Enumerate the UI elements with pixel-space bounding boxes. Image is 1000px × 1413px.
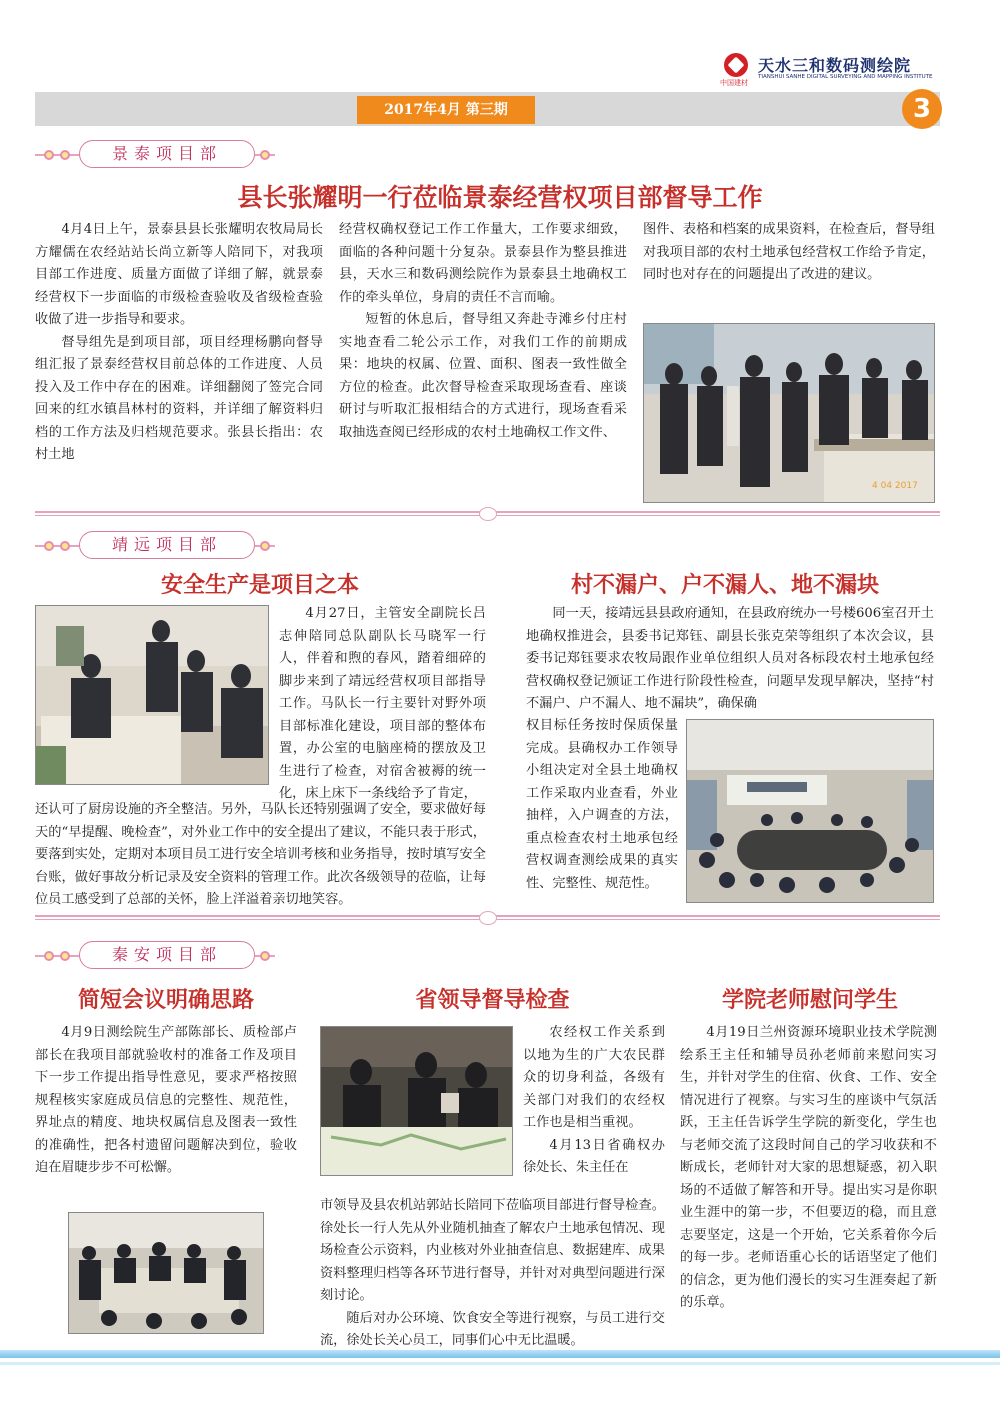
flower-icon — [57, 948, 73, 964]
paragraph: 4月27日，主管安全副院长吕志伸陪同总队副队长马晓军一行人，伴着和煦的春风，踏着细碎的脚步来到了靖远经营权项目部指导工作。马队长一行主要针对野外项目部标准化建设，项目部的整体布置，办公室的电脑座椅的摆放及卫生进行了检查，对宿舍被褥的统一化，床上床下一条线给予了肯定， — [279, 606, 486, 801]
photo-office-visit — [35, 605, 269, 785]
institute-logo-icon — [724, 53, 748, 77]
logo-caption: 中国建材 — [720, 79, 748, 87]
headline-safety: 安全生产是项目之本 — [160, 573, 359, 598]
paragraph: 经营权确权登记工作工作量大，工作要求细致，面临的各种问题十分复杂。景泰县作为整县推进县，天水三和数码测绘院作为景泰县土地确权工作的牵头单位，身肩的责任不言而喻。 — [339, 222, 627, 305]
flower-icon — [57, 538, 73, 554]
article-no-omission-side — [526, 715, 678, 895]
paragraph: 市领导及县农机站郭站长陪同下莅临项目部进行督导检查。徐处长一行人先从外业随机抽查了解农户土地承包情况、现场检查公示资料，内业核对外业抽查信息、数据建库、成果资料整理归档等各环节进行督导，并针对对典型问题进行深刻讨论。 — [320, 1198, 665, 1303]
section-label: 景泰项目部 — [79, 140, 255, 168]
article-jingtai-col3 — [643, 219, 935, 287]
flower-icon — [257, 538, 273, 554]
flower-icon — [257, 948, 273, 964]
paragraph: 还认可了厨房设施的齐全整洁。另外，马队长还特别强调了安全，要求做好每天的“早提醒、晚检查”，对外业工作中的安全提出了建议，不能只表于形式，要落到实处，定期对本项目员工进行安全培训考核和业务指导，按时填写安全台账，做好事故分析记录及安全资料的管理工作。此次各级领导的莅临，让每位员工感受到了总部的关怀，脸上洋溢着亲切地笑容。 — [35, 802, 486, 907]
section-header-qinan — [35, 941, 275, 971]
article-jingtai-col2 — [339, 219, 627, 444]
photo-map-review — [320, 1026, 513, 1176]
headline-no-omission: 村不漏户、户不漏人、地不漏块 — [570, 573, 879, 598]
article-safety-side — [279, 603, 486, 806]
footer-band — [0, 1350, 1000, 1358]
section-label: 秦安项目部 — [79, 941, 255, 969]
paragraph: 4月4日上午，景泰县县长张耀明农牧局局长方耀儒在农经站站长尚立新等人陪同下，对我项目部工作进度、质量方面做了详细了解，就景泰经营权下一步面临的市级检查验收及省级检查验收做了进一步指导和要求。 — [35, 222, 323, 327]
headline-provincial-inspection: 省领导督导检查 — [415, 988, 570, 1013]
headline-teacher-visit: 学院老师慰问学生 — [721, 988, 898, 1013]
flower-icon — [257, 147, 273, 163]
paragraph: 权目标任务按时保质保量完成。县确权办工作领导小组决定对全县土地确权工作采取内业查看，外业抽样，入户调查的方法，重点检查农村土地承包经营权调查测绘成果的真实性、完整性、规范性。 — [526, 718, 678, 891]
photo-meeting-hall — [686, 719, 934, 903]
flower-icon — [41, 538, 57, 554]
section-label: 靖远项目部 — [79, 531, 255, 559]
page-number: 3 — [902, 89, 942, 129]
flower-icon — [41, 948, 57, 964]
org-name-en: TIANSHUI SANHE DIGITAL SURVEYING AND MAPPING INSTITUTE — [758, 74, 933, 80]
article-brief-meeting — [35, 1022, 297, 1180]
photo-date-stamp: 4 04 2017 — [872, 481, 918, 491]
photo-inspection-jingtai — [643, 323, 935, 503]
section-header-jingyuan — [35, 531, 275, 561]
flower-icon — [57, 147, 73, 163]
section-header-jingtai — [35, 140, 275, 170]
section-divider — [35, 915, 940, 920]
article-teacher-visit — [680, 1022, 937, 1315]
paragraph: 4月9日测绘院生产部陈部长、质检部卢部长在我项目部就验收村的准备工作及项目下一步工作提出指导性意见，要求严格按照规程核实家庭成员信息的完整性、规范性，界址点的精度、地块权属信息及图表一致性的准确性，把各村遗留问题解决到位，验收迫在眉睫步步不可松懈。 — [35, 1025, 297, 1175]
flower-icon — [41, 147, 57, 163]
paragraph: 短暂的休息后，督导组又奔赴寺滩乡付庄村实地查看二轮公示工作，对我们工作的前期成果：地块的权属、位置、面积、图表一致性做全方位的检查。此次督导检查采取现场查看、座谈研讨与听取汇报相结合的方式进行，现场查看采取抽选查阅已经形成的农村土地确权工作文件、 — [339, 312, 627, 440]
paragraph: 图件、表格和档案的成果资料，在检查后，督导组对我项目部的农村土地承包经营权工作给予肯定，同时也对存在的问题提出了改进的建议。 — [643, 222, 935, 282]
article-provincial-full — [320, 1195, 665, 1353]
headline-jingtai: 县长张耀明一行莅临景泰经营权项目部督导工作 — [237, 183, 763, 212]
paragraph: 4月13日省确权办徐处长、朱主任在 — [523, 1137, 665, 1175]
paragraph: 随后对办公环境、饮食安全等进行视察，与员工进行交流，徐处长关心员工，同事们心中无比温暖。 — [320, 1310, 665, 1348]
article-no-omission-full — [526, 603, 934, 716]
footer-band-thin — [0, 1362, 1000, 1365]
photo-team-meeting — [68, 1212, 264, 1334]
issue-label: 2017年4月 第三期 — [357, 96, 535, 124]
article-safety-full — [35, 799, 486, 912]
headline-brief-meeting: 简短会议明确思路 — [77, 988, 254, 1013]
org-name: 天水三和数码测绘院 — [758, 56, 912, 75]
paragraph: 4月19日兰州资源环境职业技术学院测绘系王主任和辅导员孙老师前来慰问实习生，并针对学生的住宿、伙食、工作、安全情况进行了视察。与实习生的座谈中气氛活跃，王主任告诉学生学院的新变化，学生也与老师交流了这段时间自己的学习收获和不断成长，老师针对大家的思想疑惑，初入职场的不适做了解答和开导。提出实习是你职业生涯中的第一步，不但要迈的稳，而且意志要坚定，这是一个开始，它关系着你今后的每一步。老师语重心长的话语坚定了他们的信念，更为他们漫长的实习生涯奏起了新的乐章。 — [680, 1025, 937, 1310]
paragraph: 农经权工作关系到以地为生的广大农民群众的切身利益，各级有关部门对我们的农经权工作也是相当重视。 — [523, 1025, 665, 1130]
article-jingtai-col1 — [35, 219, 323, 467]
article-provincial-side — [523, 1022, 665, 1180]
section-divider — [35, 511, 940, 516]
paragraph: 同一天，接靖远县县政府通知，在县政府统办一号楼606室召开土地确权推进会，县委书记郑钰、副县长张克荣等组织了本次会议，县委书记郑钰要求农牧局跟作业单位组织人员对各标段农村土地承包经营权确权登记颁证工作进行阶段性检查，问题早发现早解决，坚持“村不漏户、户不漏人、地不漏块”，确保确 — [526, 606, 934, 711]
paragraph: 督导组先是到项目部，项目经理杨鹏向督导组汇报了景泰经营权目前总体的工作进度、人员投入及工作中存在的困难。详细翻阅了签完合同回来的红水镇昌林村的资料，并详细了解资料归档的工作方法及归档规范要求。张县长指出：农村土地 — [35, 334, 323, 462]
